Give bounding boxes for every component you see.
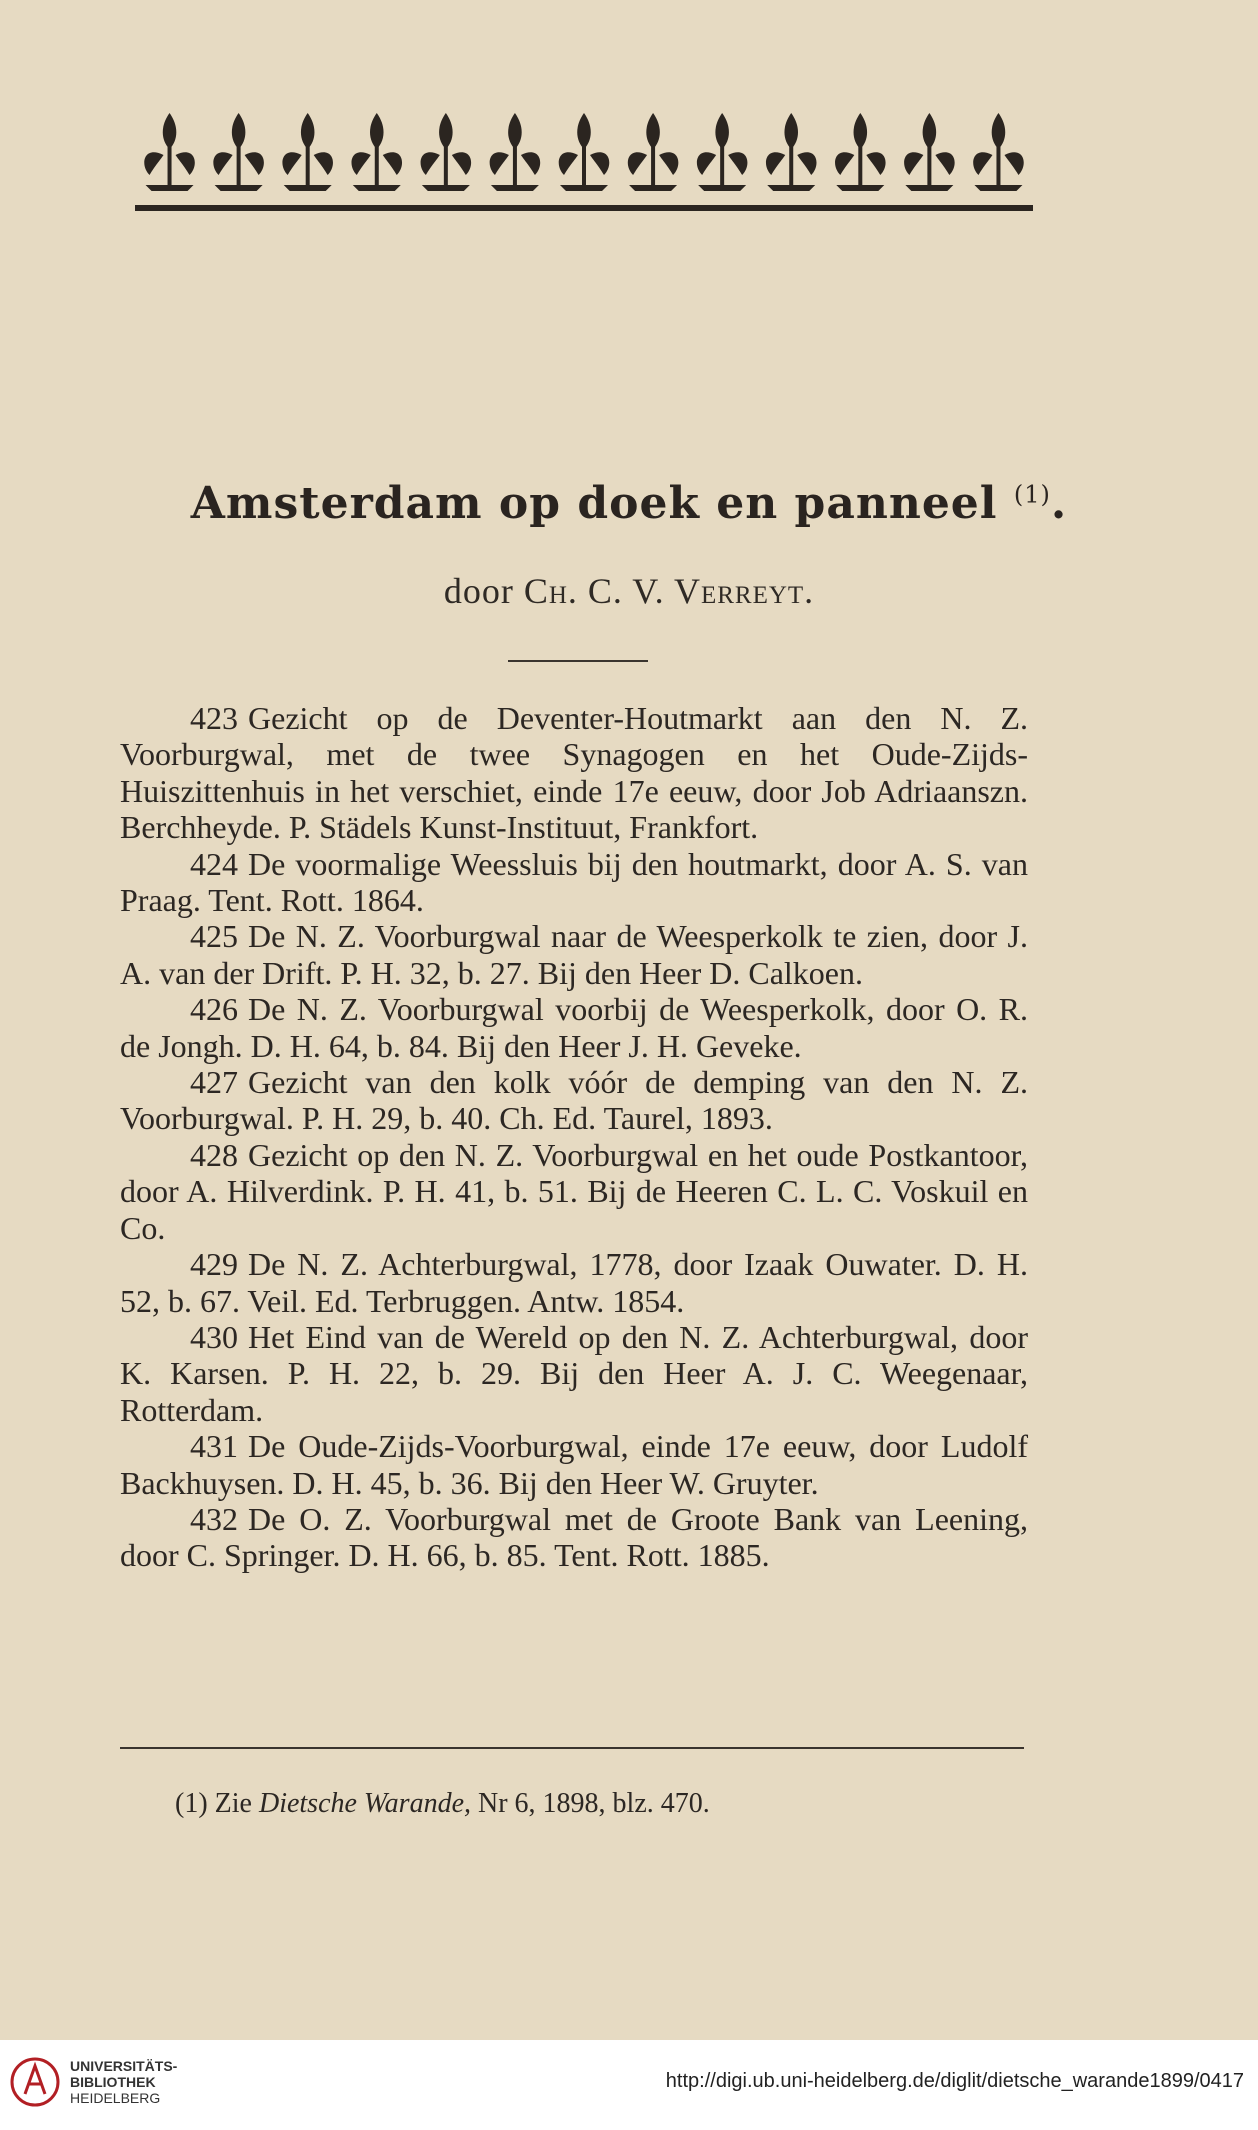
entry-number: 423 [190, 700, 238, 736]
entry-number: 426 [190, 991, 238, 1028]
ornament-motif [766, 113, 817, 191]
entry-text: De N. Z. Voorburgwal voorbij de Weesperkolk, door O. R. de Jongh. D. H. 64, b. 84. Bij den Heer J. H. Geveke. [120, 991, 1028, 1064]
entry-number: 427 [190, 1064, 238, 1101]
catalogue-entry [120, 700, 1028, 846]
catalogue-entry [120, 1428, 1028, 1501]
source-url-link[interactable]: http://digi.ub.uni-heidelberg.de/diglit/dietsche_warande1899/0417 [665, 2070, 1244, 2092]
entry-text: De N. Z. Achterburgwal, 1778, door Izaak Ouwater. D. H. 52, b. 67. Veil. Ed. Terbruggen. Antw. 1854. [120, 1246, 1028, 1319]
entry-text: Gezicht op den N. Z. Voorburgwal en het oude Postkantoor, door A. Hilverdink. P. H. 41, b. 51. Bij de Heeren C. L. C. Voskuil en Co. [120, 1136, 1028, 1246]
ornament-motif [559, 113, 610, 191]
entry-text: Gezicht van den kolk vóór de demping van den N. Z. Voorburgwal. P. H. 29, b. 40. Ch. Ed. Taurel, 1893. [120, 1064, 1028, 1137]
entry-number: 425 [190, 918, 238, 955]
byline-author: Ch. C. V. Verreyt. [523, 571, 815, 611]
catalogue-entry [120, 991, 1028, 1064]
logo-line-2: BIBLIOTHEK [70, 2074, 156, 2090]
ornament-motif [697, 113, 748, 191]
catalogue-entry [120, 1319, 1028, 1428]
ornament-motif [628, 113, 679, 191]
article-title-text: Amsterdam op doek en panneel [190, 478, 998, 529]
entry-number: 424 [190, 845, 238, 882]
ornament-rule [135, 205, 1033, 211]
footnote-reference: Nr 6, 1898, blz. 470. [478, 1788, 710, 1819]
catalogue-entry [120, 1064, 1028, 1137]
byline-prefix: door [443, 571, 514, 611]
footnote-prefix: Zie [214, 1788, 252, 1819]
footnote-divider [120, 1747, 1024, 1749]
catalogue-entry [120, 918, 1028, 991]
ornament-motif [421, 113, 472, 191]
catalogue-entry [120, 1501, 1028, 1574]
library-logo [10, 2054, 177, 2110]
ornament-motif [282, 113, 333, 191]
entry-number: 431 [190, 1428, 238, 1465]
ornament-motif [490, 113, 541, 191]
ornament-motif [835, 113, 886, 191]
ornament-motif [213, 113, 264, 191]
entry-text: De N. Z. Voorburgwal naar de Weesperkolk te zien, door J. A. van der Drift. P. H. 32, b. 27. Bij den Heer D. Calkoen. [120, 918, 1028, 991]
entry-number: 432 [190, 1500, 238, 1537]
logo-line-1: UNIVERSITÄTS- [70, 2058, 178, 2074]
logo-line-3: HEIDELBERG [70, 2090, 161, 2106]
entry-number: 428 [190, 1136, 238, 1173]
entry-text: De voormalige Weessluis bij den houtmarkt, door A. S. van Praag. Tent. Rott. 1864. [120, 845, 1028, 919]
entry-text: Gezicht op de Deventer-Houtmarkt aan den N. Z. Voorburgwal, met de twee Synagogen en het Oude-Zijds-Huiszittenhuis in het verschiet, einde 17e eeuw, door Job Adriaanszn. Berchheyde. P. Städels Kunst-Instituut, Frankfort. [120, 700, 1028, 846]
article-title: Amsterdam op doek en panneel $^{(1)}$. [190, 478, 1068, 529]
entry-text: De Oude-Zijds-Voorburgwal, einde 17e eeuw, door Ludolf Backhuysen. D. H. 45, b. 36. Bij den Heer W. Gruyter. [120, 1428, 1028, 1501]
title-divider [508, 660, 648, 662]
ornament-motif [904, 113, 955, 191]
catalogue-entry [120, 1137, 1028, 1246]
catalogue-entries [120, 700, 1028, 1574]
catalogue-entry [120, 846, 1028, 919]
library-seal-icon [10, 2054, 60, 2110]
entry-text: De O. Z. Voorburgwal met de Groote Bank van Leening, door C. Springer. D. H. 66, b. 85. Tent. Rott. 1885. [120, 1500, 1028, 1574]
ornament-motif [973, 113, 1024, 191]
byline [0, 570, 1258, 612]
entry-number: 429 [190, 1246, 238, 1283]
title-footnote-marker: (1) [1013, 480, 1051, 509]
entry-number: 430 [190, 1318, 238, 1355]
entry-text: Het Eind van de Wereld op den N. Z. Achterburgwal, door K. Karsen. P. H. 22, b. 29. Bij den Heer A. J. C. Weegenaar, Rotterdam. [120, 1318, 1028, 1428]
ornament-motif [144, 113, 195, 191]
footnote-marker: (1) [175, 1788, 208, 1819]
catalogue-entry [120, 1246, 1028, 1319]
footnote [175, 1788, 710, 1820]
decorative-ornament-band [135, 105, 1033, 215]
footnote-journal: Dietsche Warande, [258, 1788, 472, 1819]
digitization-footer [0, 2040, 1258, 2130]
ornament-motif [351, 113, 402, 191]
